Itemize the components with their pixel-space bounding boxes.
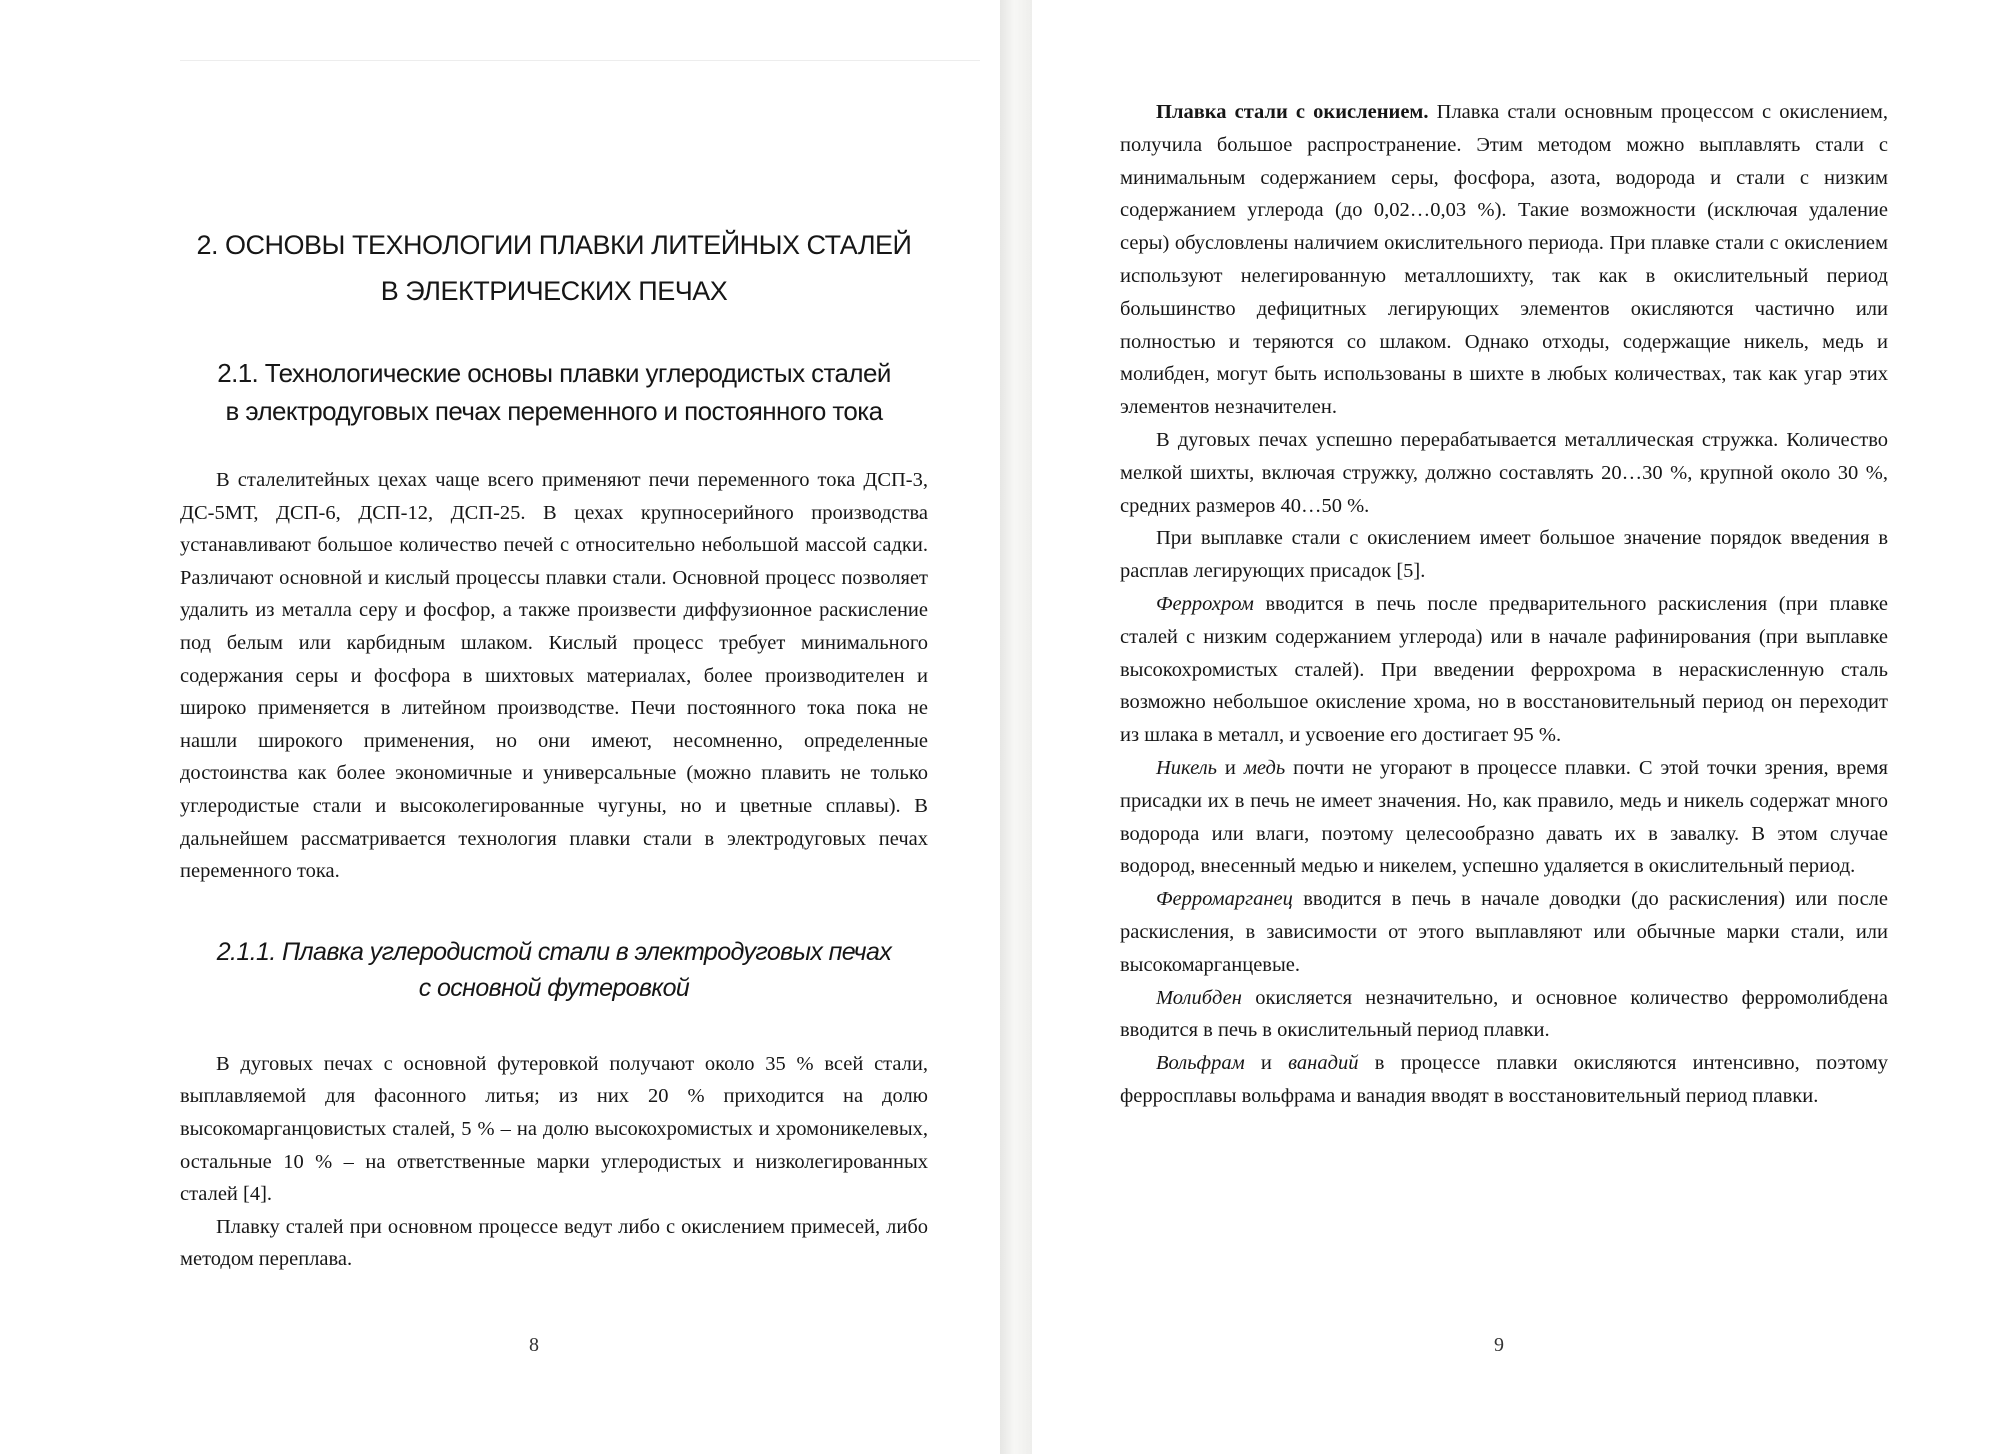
section-title-line1: 2.1. Технологические основы плавки углеродистых сталей xyxy=(217,358,891,388)
paragraph-basic-lining: В дуговых печах с основной футеровкой получают около 35 % всей стали, выплавляемой для фасонного литья; из них 20 % приходится на долю высокомарганцовистых сталей, 5 % – на долю высокохромистых и хромоникелевых, остальные 10 % – на ответственные марки углеродистых и низколегированных сталей [4]. xyxy=(180,1052,928,1206)
paragraph-ferromanganese-text: вводится в печь в начале доводки (до раскисления) или после раскисления, в зависимости от этого выплавляют или обычные марки стали, или высокомарганцевые. xyxy=(1120,888,1888,976)
paragraph-nickel-copper xyxy=(1120,752,1888,883)
subsection-title xyxy=(180,934,928,1006)
paragraph-tungsten-vanadium xyxy=(1120,1047,1888,1113)
chapter-title-line1: 2. ОСНОВЫ ТЕХНОЛОГИИ ПЛАВКИ ЛИТЕЙНЫХ СТАЛЕЙ xyxy=(196,230,912,260)
right-page-content xyxy=(1120,96,1888,1113)
page-number-right: 9 xyxy=(1494,1334,1504,1356)
conjunction-and: и xyxy=(1217,756,1244,779)
paragraph-ferrochrome xyxy=(1120,588,1888,752)
book-gutter xyxy=(1000,0,1032,1454)
paragraph-melting-methods: Плавку сталей при основном процессе ведут либо с окислением примесей, либо методом переплава. xyxy=(180,1215,928,1271)
subsection-title-line2: с основной футеровкой xyxy=(418,973,690,1002)
chapter-title-line2: В ЭЛЕКТРИЧЕСКИХ ПЕЧАХ xyxy=(380,276,728,306)
term-tungsten: Вольфрам xyxy=(1156,1052,1245,1075)
paragraph-oxidation-melting xyxy=(1120,96,1888,424)
paragraph-furnace-types: В сталелитейных цехах чаще всего применяют печи переменного тока ДСП-3, ДС-5МТ, ДСП-6, ДСП-12, ДСП-25. В цехах крупносерийного производства устанавливают большое количество печей с относительно небольшой массой садки. Различают основной и кислый процессы плавки стали. Основной процесс позволяет удалить из металла серу и фосфор, а также произвести диффузионное раскисление под белым или карбидным шлаком. Кислый процесс требует минимального содержания серы и фосфора в шихтовых материалах, более производителен и широко применяется в литейном производстве. Печи постоянного тока пока не нашли широкого применения, но они имеют, несомненно, определенные достоинства как более экономичные и универсальные (можно плавить не только углеродистые стали и высоколегированные чугуны, но и цветные сплавы). В дальнейшем рассматривается технология плавки стали в электродуговых печах переменного тока. xyxy=(180,469,928,883)
right-page xyxy=(1032,0,2000,1454)
paragraph-shavings: В дуговых печах успешно перерабатывается металлическая стружка. Количество мелкой шихты, включая стружку, должно составлять 20…30 %, крупной около 30 %, средних размеров 40…50 %. xyxy=(1120,428,1888,517)
term-molybdenum: Молибден xyxy=(1156,986,1242,1009)
term-ferromanganese: Ферромарганец xyxy=(1156,888,1293,911)
paragraph-ferromanganese xyxy=(1120,883,1888,981)
term-vanadium: ванадий xyxy=(1288,1052,1359,1075)
section-title-line2: в электродуговых печах переменного и постоянного тока xyxy=(225,396,883,426)
paragraph-molybdenum xyxy=(1120,982,1888,1048)
run-in-heading: Плавка стали с окислением. xyxy=(1156,101,1429,123)
term-copper: медь xyxy=(1243,756,1286,779)
left-page-content xyxy=(180,222,928,1276)
page-edge-line xyxy=(180,60,980,61)
page-number-left: 8 xyxy=(529,1334,539,1356)
paragraph-ferrochrome-text: вводится в печь после предварительного раскисления (при плавке сталей с низким содержанием углерода) или в начале рафинирования (при выплавке высокохромистых сталей). При введении феррохрома в нераскисленную сталь возможно небольшое окисление хрома, но в восстановительный период он переходит из шлака в металл, и усвоение его достигает 95 %. xyxy=(1120,592,1888,747)
paragraph-oxidation-text: Плавка стали основным процессом с окислением, получила большое распространение. Этим методом можно выплавлять стали с минимальным содержанием серы, фосфора, азота, водорода и стали с низким содержанием углерода (до 0,02…0,03 %). Такие возможности (исключая удаление серы) обусловлены наличием окислительного периода. При плавке стали с окислением используют нелегированную металлошихту, так как в окислительный период большинство дефицитных легирующих элементов окисляются частично или полностью и теряются со шлаком. Однако отходы, содержащие никель, медь и молибден, могут быть использованы в шихте в любых количествах, так как угар этих элементов незначителен. xyxy=(1120,101,1888,419)
paragraph-tungsten-vanadium-text: в процессе плавки окисляются интенсивно, поэтому ферросплавы вольфрама и ванадия вводят в восстановительный период плавки. xyxy=(1120,1052,1888,1107)
section-title xyxy=(180,354,928,430)
paragraph-nickel-copper-text: почти не угорают в процессе плавки. С этой точки зрения, время присадки их в печь не имеет значения. Но, как правило, медь и никель содержат много водорода или влаги, поэтому целесообразно давать их в завалку. В этом случае водород, внесенный медью и никелем, успешно удаляется в окислительный период. xyxy=(1120,756,1888,878)
chapter-title xyxy=(180,222,928,314)
term-nickel: Никель xyxy=(1156,756,1217,779)
term-ferrochrome: Феррохром xyxy=(1156,592,1254,615)
conjunction-and-2: и xyxy=(1244,1052,1289,1075)
paragraph-molybdenum-text: окисляется незначительно, и основное количество ферромолибдена вводится в печь в окислительный период плавки. xyxy=(1120,986,1888,1042)
paragraph-alloy-order: При выплавке стали с окислением имеет большое значение порядок введения в расплав легирующих присадок [5]. xyxy=(1120,527,1888,583)
subsection-title-line1: 2.1.1. Плавка углеродистой стали в электродуговых печах xyxy=(216,937,892,966)
